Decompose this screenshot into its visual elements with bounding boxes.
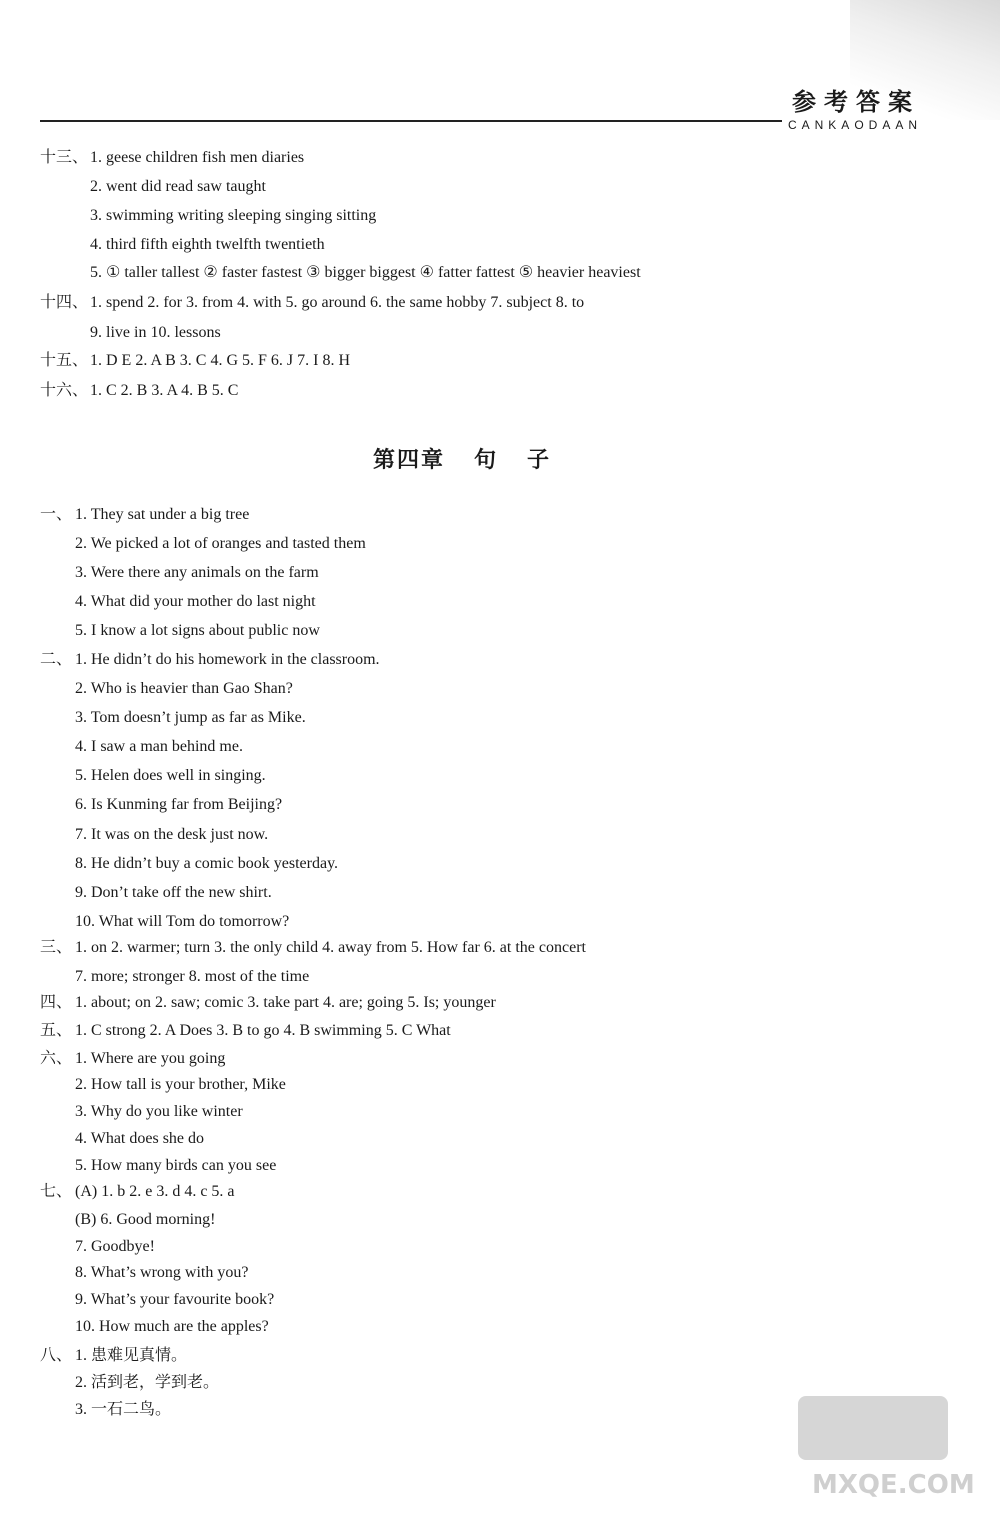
answer-line: 3. 一石二鸟。 xyxy=(75,1401,172,1418)
answer-line: 1. C strong 2. A Does 3. B to go 4. B swimming 5. C What xyxy=(75,1022,451,1039)
answer-line: 7. It was on the desk just now. xyxy=(75,826,269,843)
answer-line: 5. ① taller tallest ② faster fastest ③ bigger biggest ④ fatter fattest ⑤ heavier heaviest xyxy=(90,264,641,281)
answer-line: 10. What will Tom do tomorrow? xyxy=(75,913,290,930)
answer-line: 3. swimming writing sleeping singing sitting xyxy=(90,207,377,224)
answer-line: 3. Tom doesn’t jump as far as Mike. xyxy=(75,709,306,726)
section-number: 三、 xyxy=(40,939,73,956)
section-number: 七、 xyxy=(40,1183,73,1200)
answer-line: (B) 6. Good morning! xyxy=(75,1211,216,1228)
section-number: 五、 xyxy=(40,1022,73,1039)
answer-line: 1. spend 2. for 3. from 4. with 5. go around 6. the same hobby 7. subject 8. to xyxy=(90,294,585,311)
section-number: 十五、 xyxy=(40,352,89,369)
answer-line: 2. 活到老，学到老。 xyxy=(75,1374,220,1391)
answer-line: 9. Don’t take off the new shirt. xyxy=(75,884,272,901)
answer-line: 1. Where are you going xyxy=(75,1050,226,1067)
answer-line: 2. Who is heavier than Gao Shan? xyxy=(75,680,293,697)
answer-line: 9. live in 10. lessons xyxy=(90,324,221,341)
answer-line: 9. What’s your favourite book? xyxy=(75,1291,275,1308)
watermark-logo-mark xyxy=(798,1396,948,1460)
answer-line: 3. Were there any animals on the farm xyxy=(75,564,319,581)
answer-line: 7. Goodbye! xyxy=(75,1238,155,1255)
answer-line: 1. He didn’t do his homework in the classroom. xyxy=(75,651,380,668)
answer-line: 2. went did read saw taught xyxy=(90,178,266,195)
answer-line: 1. about; on 2. saw; comic 3. take part 4. are; going 5. Is; younger xyxy=(75,994,496,1011)
page-header-subtitle: CANKAODAAN xyxy=(782,118,922,132)
answer-line: 4. What does she do xyxy=(75,1130,205,1147)
section-number: 四、 xyxy=(40,994,73,1011)
answer-line: 2. How tall is your brother, Mike xyxy=(75,1076,286,1093)
answer-line: 10. How much are the apples? xyxy=(75,1318,269,1335)
answer-line: 5. Helen does well in singing. xyxy=(75,767,266,784)
answer-line: 8. He didn’t buy a comic book yesterday. xyxy=(75,855,339,872)
answer-line: 8. What’s wrong with you? xyxy=(75,1264,249,1281)
answer-line: 3. Why do you like winter xyxy=(75,1103,243,1120)
section-number: 八、 xyxy=(40,1347,73,1364)
answer-line: 7. more; stronger 8. most of the time xyxy=(75,968,310,985)
answer-line: 1. geese children fish men diaries xyxy=(90,149,305,166)
answer-line: 5. How many birds can you see xyxy=(75,1157,277,1174)
answer-line: 1. They sat under a big tree xyxy=(75,506,250,523)
answer-line: 6. Is Kunming far from Beijing? xyxy=(75,796,283,813)
answer-line: 5. I know a lot signs about public now xyxy=(75,622,320,639)
watermark-text: MXQE.COM xyxy=(812,1470,975,1500)
answer-line: 1. 患难见真情。 xyxy=(75,1347,188,1364)
page-header-title: 参考答案 xyxy=(792,88,920,116)
answer-line: (A) 1. b 2. e 3. d 4. c 5. a xyxy=(75,1183,235,1200)
answer-line: 4. I saw a man behind me. xyxy=(75,738,243,755)
section-number: 十六、 xyxy=(40,382,89,399)
chapter-title: 第四章 句 子 xyxy=(373,447,551,473)
answer-line: 4. third fifth eighth twelfth twentieth xyxy=(90,236,325,253)
answer-line: 1. D E 2. A B 3. C 4. G 5. F 6. J 7. I 8. H xyxy=(90,352,351,369)
answer-line: 4. What did your mother do last night xyxy=(75,593,316,610)
section-number: 六、 xyxy=(40,1050,73,1067)
section-number: 一、 xyxy=(40,506,73,523)
watermark-logo xyxy=(798,1396,988,1506)
answer-line: 1. on 2. warmer; turn 3. the only child 4. away from 5. How far 6. at the concert xyxy=(75,939,586,956)
section-number: 十三、 xyxy=(40,149,89,166)
section-number: 十四、 xyxy=(40,294,89,311)
answer-line: 2. We picked a lot of oranges and tasted them xyxy=(75,535,366,552)
answer-line: 1. C 2. B 3. A 4. B 5. C xyxy=(90,382,239,399)
section-number: 二、 xyxy=(40,651,73,668)
